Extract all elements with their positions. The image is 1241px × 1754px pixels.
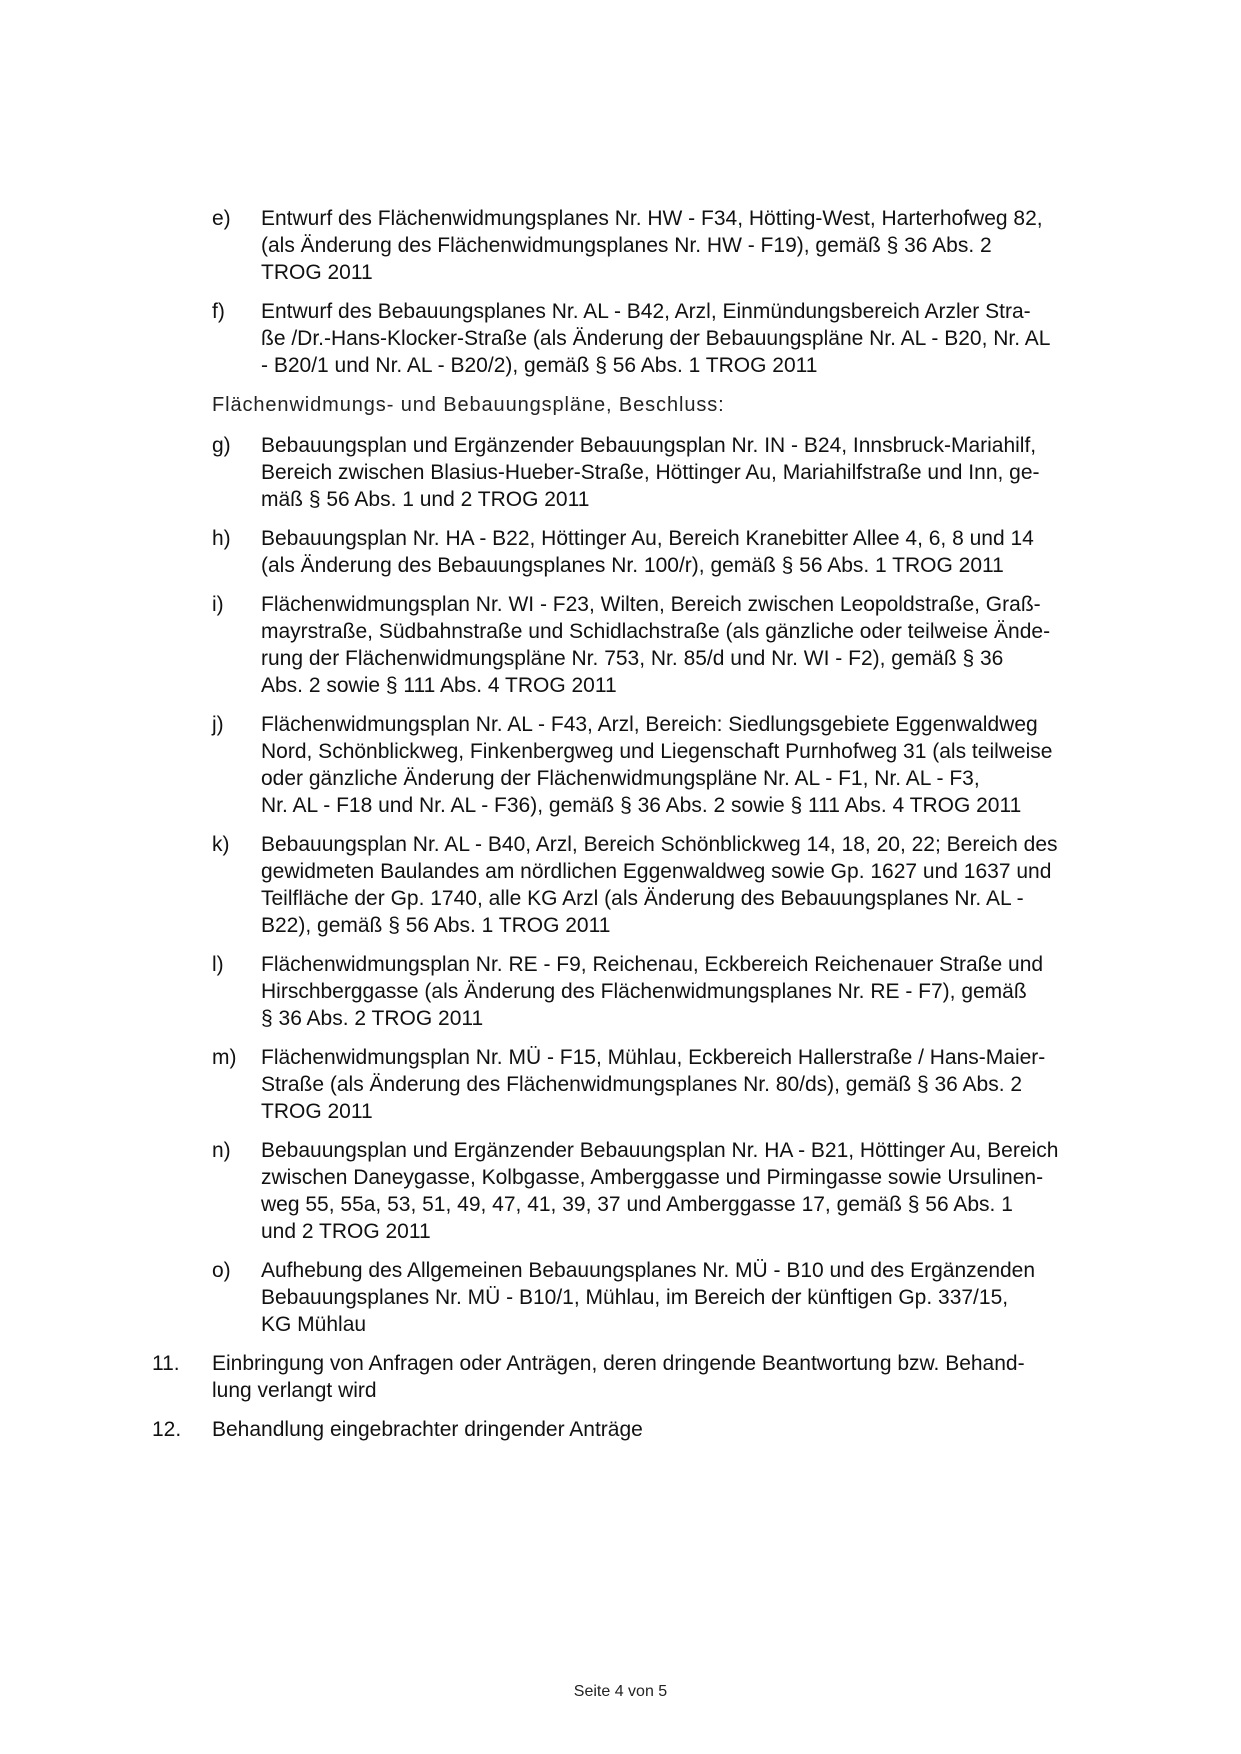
item-label: l) bbox=[212, 953, 224, 976]
text-line: zwischen Daneygasse, Kolbgasse, Amberggasse und Pirmingasse sowie Ursulinen- bbox=[261, 1166, 1044, 1189]
item-text bbox=[261, 298, 1141, 379]
text-line: Nord, Schönblickweg, Finkenbergweg und Liegenschaft Purnhofweg 31 (als teilweise bbox=[261, 740, 1053, 763]
text-line: gewidmeten Baulandes am nördlichen Eggenwaldweg sowie Gp. 1627 und 1637 und bbox=[261, 860, 1052, 883]
text-line: Straße (als Änderung des Flächenwidmungsplanes Nr. 80/ds), gemäß § 36 Abs. 2 bbox=[261, 1073, 1023, 1096]
text-line: Aufhebung des Allgemeinen Bebauungsplanes Nr. MÜ - B10 und des Ergänzenden bbox=[261, 1259, 1036, 1282]
text-line: Bebauungsplan und Ergänzender Bebauungsplan Nr. HA - B21, Höttinger Au, Bereich bbox=[261, 1139, 1059, 1162]
text-line: Nr. AL - F18 und Nr. AL - F36), gemäß § 36 Abs. 2 sowie § 111 Abs. 4 TROG 2011 bbox=[261, 794, 1022, 817]
item-label: n) bbox=[212, 1139, 231, 1162]
text-line: Bereich zwischen Blasius-Hueber-Straße, Höttinger Au, Mariahilfstraße und Inn, ge- bbox=[261, 461, 1040, 484]
item-text bbox=[212, 1416, 1142, 1443]
item-text bbox=[261, 525, 1141, 579]
text-line: B22), gemäß § 56 Abs. 1 TROG 2011 bbox=[261, 914, 611, 937]
item-text bbox=[261, 591, 1141, 699]
item-label: h) bbox=[212, 527, 231, 550]
text-line: Entwurf des Bebauungsplanes Nr. AL - B42, Arzl, Einmündungsbereich Arzler Stra- bbox=[261, 300, 1031, 323]
item-text bbox=[261, 1257, 1141, 1338]
text-line: § 36 Abs. 2 TROG 2011 bbox=[261, 1007, 484, 1030]
text-line: Flächenwidmungsplan Nr. RE - F9, Reichenau, Eckbereich Reichenauer Straße und bbox=[261, 953, 1044, 976]
text-line: Behandlung eingebrachter dringender Anträge bbox=[212, 1418, 643, 1441]
item-text bbox=[261, 1137, 1141, 1245]
item-text bbox=[261, 205, 1141, 286]
text-line: Flächenwidmungsplan Nr. WI - F23, Wilten, Bereich zwischen Leopoldstraße, Graß- bbox=[261, 593, 1041, 616]
text-line: TROG 2011 bbox=[261, 1100, 373, 1123]
text-line: KG Mühlau bbox=[261, 1313, 367, 1336]
text-line: TROG 2011 bbox=[261, 261, 373, 284]
item-label: m) bbox=[212, 1046, 237, 1069]
item-label: k) bbox=[212, 833, 230, 856]
text-line: Bebauungsplan und Ergänzender Bebauungsplan Nr. IN - B24, Innsbruck-Mariahilf, bbox=[261, 434, 1037, 457]
text-line: Flächenwidmungsplan Nr. MÜ - F15, Mühlau, Eckbereich Hallerstraße / Hans-Maier- bbox=[261, 1046, 1046, 1069]
text-line: Hirschberggasse (als Änderung des Flächenwidmungsplanes Nr. RE - F7), gemäß bbox=[261, 980, 1027, 1003]
text-line: Abs. 2 sowie § 111 Abs. 4 TROG 2011 bbox=[261, 674, 617, 697]
item-label: i) bbox=[212, 593, 224, 616]
item-label: o) bbox=[212, 1259, 231, 1282]
text-line: - B20/1 und Nr. AL - B20/2), gemäß § 56 Abs. 1 TROG 2011 bbox=[261, 354, 818, 377]
item-label: g) bbox=[212, 434, 231, 457]
text-line: (als Änderung des Flächenwidmungsplanes Nr. HW - F19), gemäß § 36 Abs. 2 bbox=[261, 234, 992, 257]
text-line: und 2 TROG 2011 bbox=[261, 1220, 431, 1243]
text-line: mäß § 56 Abs. 1 und 2 TROG 2011 bbox=[261, 488, 590, 511]
text-line: mayrstraße, Südbahnstraße und Schidlachstraße (als gänzliche oder teilweise Ände- bbox=[261, 620, 1051, 643]
text-line: Teilfläche der Gp. 1740, alle KG Arzl (als Änderung des Bebauungsplanes Nr. AL - bbox=[261, 887, 1024, 910]
text-line: weg 55, 55a, 53, 51, 49, 47, 41, 39, 37 und Amberggasse 17, gemäß § 56 Abs. 1 bbox=[261, 1193, 1013, 1216]
text-line: (als Änderung des Bebauungsplanes Nr. 100/r), gemäß § 56 Abs. 1 TROG 2011 bbox=[261, 554, 1004, 577]
item-number: 11. bbox=[152, 1352, 180, 1375]
item-text bbox=[261, 711, 1141, 819]
text-line: Bebauungsplan Nr. HA - B22, Höttinger Au, Bereich Kranebitter Allee 4, 6, 8 und 14 bbox=[261, 527, 1034, 550]
text-line: oder gänzliche Änderung der Flächenwidmungspläne Nr. AL - F1, Nr. AL - F3, bbox=[261, 767, 980, 790]
item-text bbox=[261, 951, 1141, 1032]
text-line: Einbringung von Anfragen oder Anträgen, deren dringende Beantwortung bzw. Behand- bbox=[212, 1352, 1025, 1375]
item-number: 12. bbox=[152, 1418, 182, 1441]
item-text bbox=[261, 1044, 1141, 1125]
text-line: Flächenwidmungsplan Nr. AL - F43, Arzl, Bereich: Siedlungsgebiete Eggenwaldweg bbox=[261, 713, 1038, 736]
item-text bbox=[212, 1350, 1142, 1404]
item-label: j) bbox=[212, 713, 224, 736]
text-line: lung verlangt wird bbox=[212, 1379, 377, 1402]
text-line: rung der Flächenwidmungspläne Nr. 753, Nr. 85/d und Nr. WI - F2), gemäß § 36 bbox=[261, 647, 1004, 670]
page-number-footer: Seite 4 von 5 bbox=[573, 1683, 668, 1700]
text-line: Entwurf des Flächenwidmungsplanes Nr. HW - F34, Hötting-West, Harterhofweg 82, bbox=[261, 207, 1043, 230]
section-heading: Flächenwidmungs- und Bebauungspläne, Beschluss: bbox=[212, 394, 725, 416]
text-line: ße /Dr.-Hans-Klocker-Straße (als Änderung der Bebauungspläne Nr. AL - B20, Nr. AL bbox=[261, 327, 1051, 350]
item-label: e) bbox=[212, 207, 231, 230]
text-line: Bebauungsplan Nr. AL - B40, Arzl, Bereich Schönblickweg 14, 18, 20, 22; Bereich des bbox=[261, 833, 1058, 856]
item-label: f) bbox=[212, 300, 225, 323]
item-text bbox=[261, 831, 1141, 939]
text-line: Bebauungsplanes Nr. MÜ - B10/1, Mühlau, im Bereich der künftigen Gp. 337/15, bbox=[261, 1286, 1009, 1309]
item-text bbox=[261, 432, 1141, 513]
